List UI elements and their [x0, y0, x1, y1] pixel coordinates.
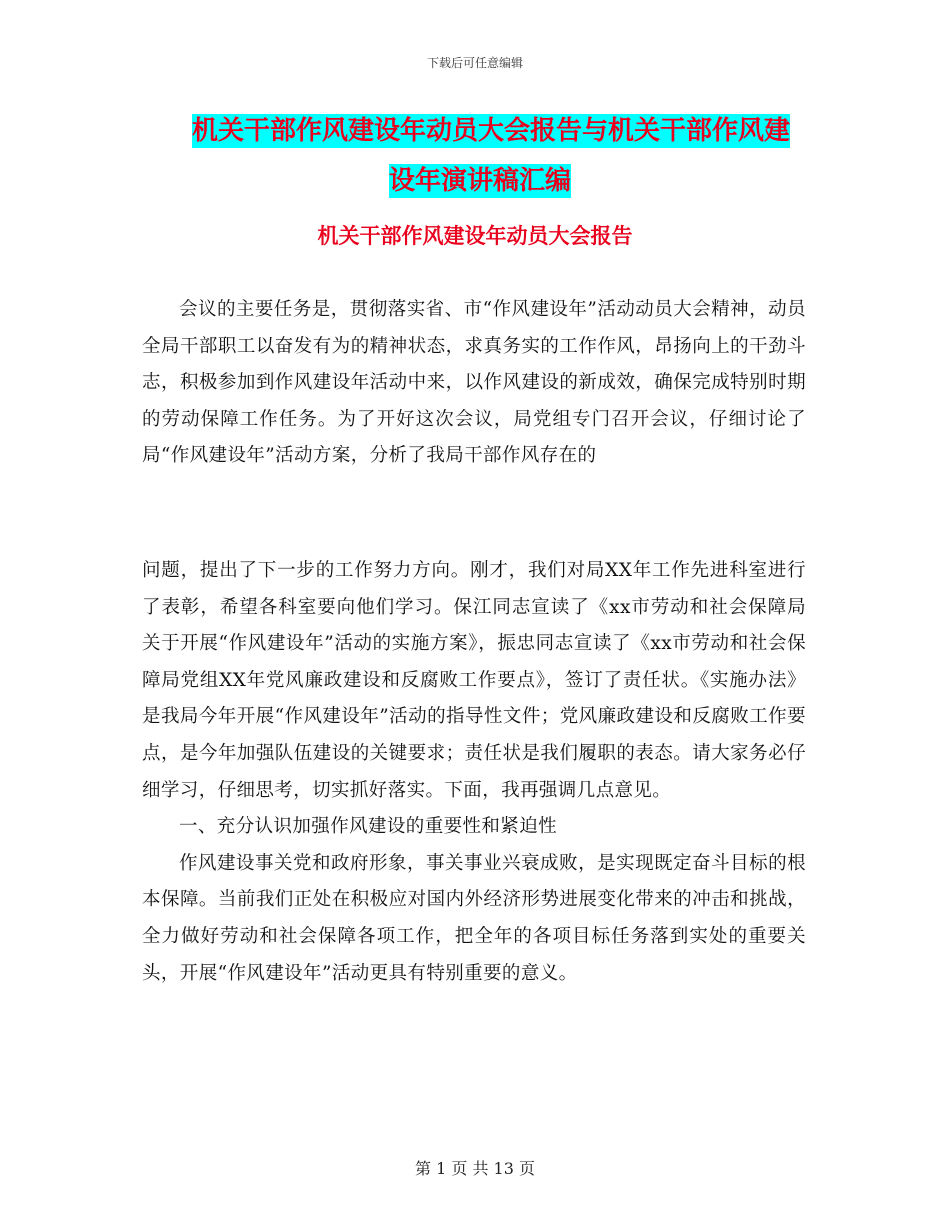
body-text-block [142, 553, 806, 992]
paragraph-1: 会议的主要任务是，贯彻落实省、市“作风建设年”活动动员大会精神，动员全局干部职工以奋发有为的精神状态，求真务实的工作作风，昂扬向上的干劲斗志，积极参加到作风建设年活动中来，以作风建设的新成效，确保完成特别时期的劳动保障工作任务。为了开好这次会议，局党组专门召开会议，仔细讨论了局“作风建设年”活动方案，分析了我局干部作风存在的 [142, 299, 806, 467]
document-title-line-1: 机关干部作风建设年动员大会报告与机关干部作风建 [192, 116, 791, 146]
paragraph-3: 作风建设事关党和政府形象，事关事业兴衰成败，是实现既定奋斗目标的根本保障。当前我们正处在积极应对国内外经济形势进展变化带来的冲击和挑战，全力做好劳动和社会保障各项工作，把全年的各项目标任务落到实处的重要关头，开展“作风建设年”活动更具有特别重要的意义。 [142, 852, 806, 984]
paragraph-2: 问题，提出了下一步的工作努力方向。刚才，我们对局XX年工作先进科室进行了表彰，希望各科室要向他们学习。保江同志宣读了《xx市劳动和社会保障局关于开展“作风建设年”活动的实施方案》，振忠同志宣读了《xx市劳动和社会保障局党组XX年党风廉政建设和反腐败工作要点》，签订了责任状。《实施办法》是我局今年开展“作风建设年”活动的指导性文件；党风廉政建设和反腐败工作要点，是今年加强队伍建设的关键要求；责任状是我们履职的表态。请大家务必仔细学习，仔细思考，切实抓好落实。下面，我再强调几点意见。 [142, 560, 806, 801]
document-title [150, 106, 810, 206]
section-title: 机关干部作风建设年动员大会报告 [317, 223, 633, 248]
header-note: 下载后可任意编辑 [426, 56, 523, 70]
document-title-line-2: 设年演讲稿汇编 [388, 166, 571, 196]
page-indicator: 第 1 页 共 13 页 [415, 1159, 535, 1178]
section-heading-1: 一、充分认识加强作风建设的重要性和紧迫性 [179, 816, 558, 838]
